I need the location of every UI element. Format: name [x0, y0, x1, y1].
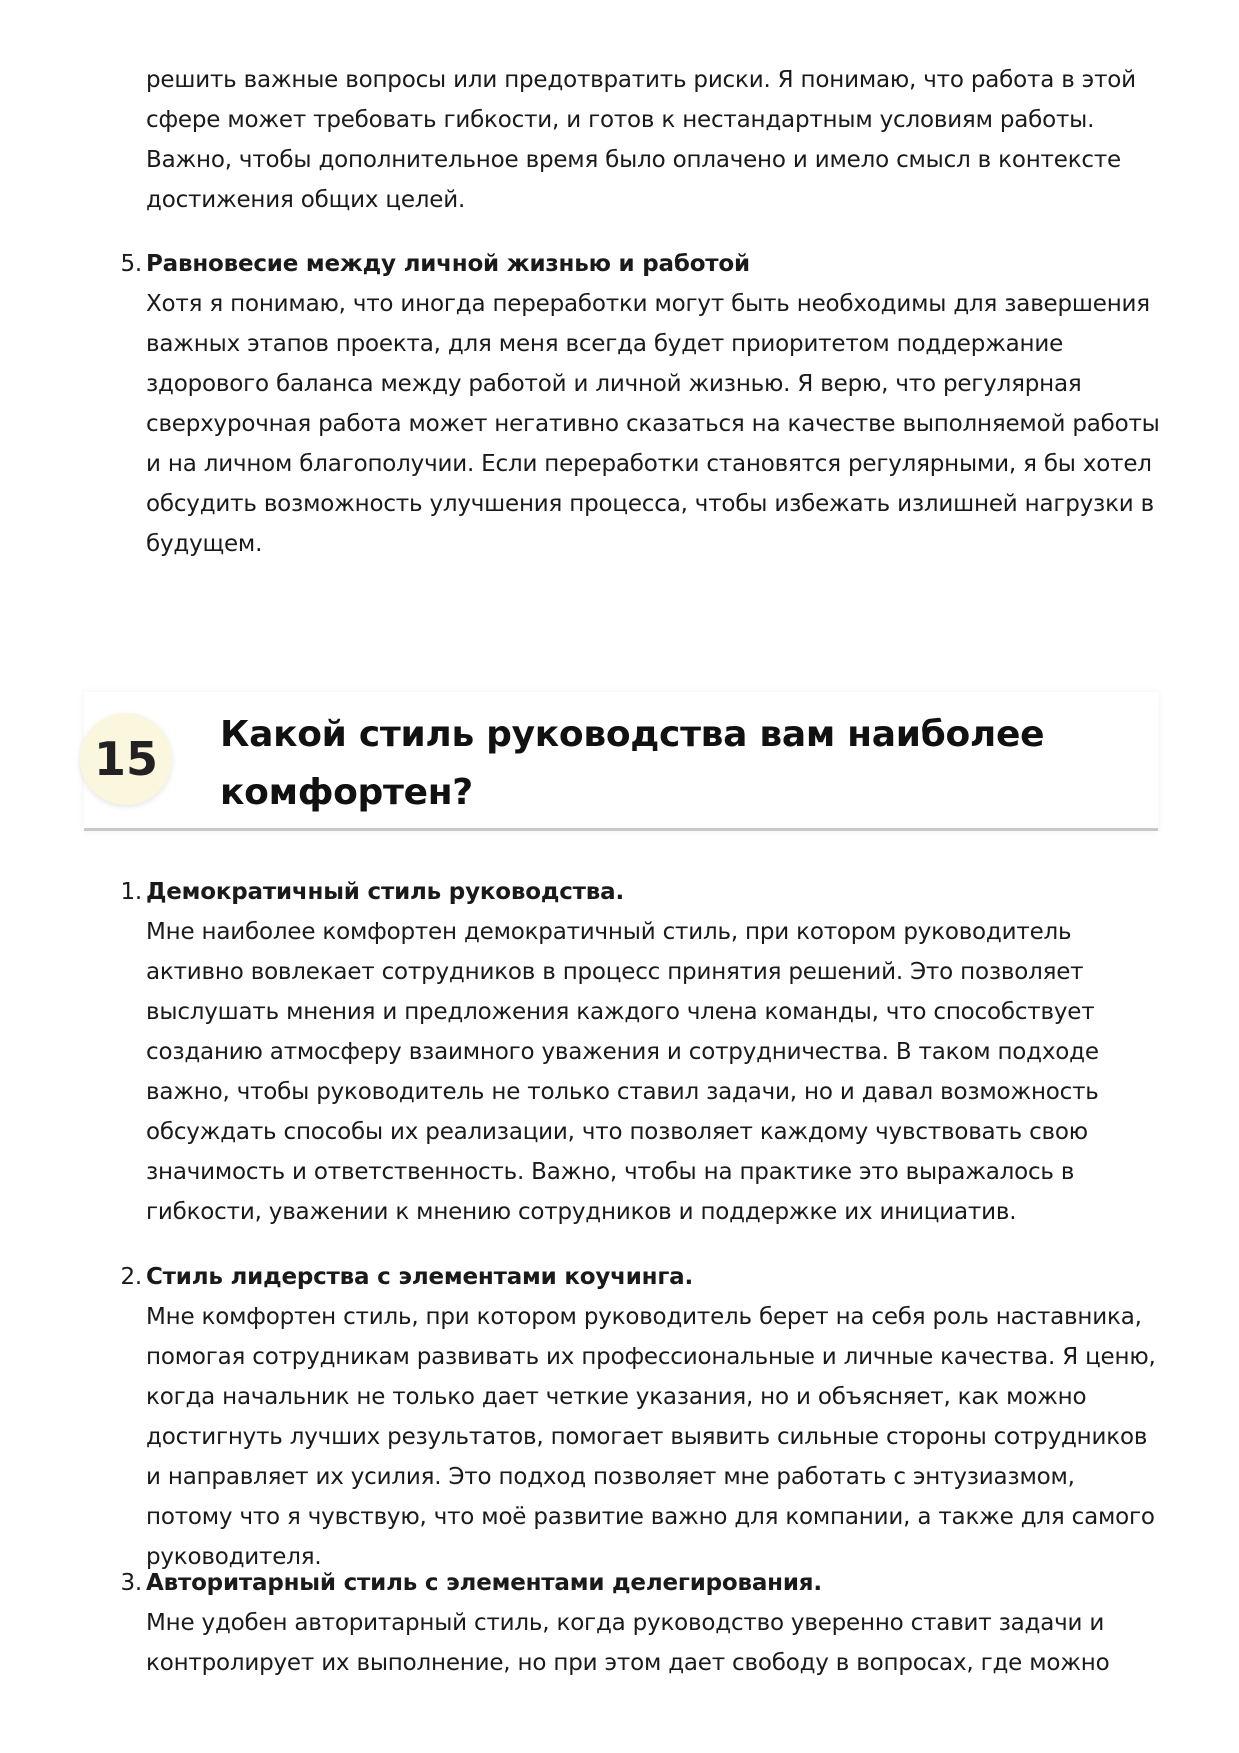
question-number-badge: 15 [80, 713, 172, 805]
list-item-work-life-balance [120, 244, 1166, 564]
list-item-text: Хотя я понимаю, что иногда переработки могут быть необходимы для завершения важных этапов проекта, для меня всегда будет приоритетом поддержание здорового баланса между работой и личной жизнью. Я верю, что регулярная сверхурочная работа может негативно сказаться на качестве выполняемой работы и на личном благополучии. Если переработки становятся регулярными, я бы хотел обсудить возможность улучшения процесса, чтобы избежать излишней нагрузки в будущем. [146, 291, 1160, 557]
list-item-number: 5. [120, 251, 142, 277]
list-item-number: 2. [120, 1264, 142, 1290]
list-item-number: 1. [120, 879, 142, 905]
list-item-title: Авторитарный стиль с элементами делегирования. [146, 1570, 822, 1596]
list-item-democratic-style [120, 872, 1166, 1232]
list-item-text: Мне наиболее комфортен демократичный стиль, при котором руководитель активно вовлекает сотрудников в процесс принятия решений. Это позволяет выслушать мнения и предложения каждого члена команды, что способствует созданию атмосферу взаимного уважения и сотрудничества. В таком подходе важно, чтобы руководитель не только ставил задачи, но и давал возможность обсуждать способы их реализации, что позволяет каждому чувствовать свою значимость и ответственность. Важно, чтобы на практике это выражалось в гибкости, уважении к мнению сотрудников и поддержке их инициатив. [146, 919, 1099, 1225]
list-item-text: Мне комфортен стиль, при котором руководитель берет на себя роль наставника, помогая сотрудникам развивать их профессиональные и личные качества. Я ценю, когда начальник не только дает четкие указания, но и объясняет, как можно достигнуть лучших результатов, помогает выявить сильные стороны сотрудников и направляет их усилия. Это подход позволяет мне работать с энтузиазмом, потому что я чувствую, что моё развитие важно для компании, а также для самого руководителя. [146, 1304, 1156, 1570]
list-item-coaching-style [120, 1257, 1166, 1577]
list-item-authoritarian-style [120, 1563, 1166, 1683]
list-item-text: Мне удобен авторитарный стиль, когда руководство уверенно ставит задачи и контролирует их выполнение, но при этом дает свободу в вопросах, где можно [146, 1610, 1110, 1676]
list-item-title: Демократичный стиль руководства. [146, 879, 624, 905]
list-item-title: Равновесие между личной жизнью и работой [146, 251, 750, 277]
list-item-title: Стиль лидерства с элементами коучинга. [146, 1264, 694, 1290]
list-item-number: 3. [120, 1570, 142, 1596]
question-title: Какой стиль руководства вам наиболее комфортен? [220, 714, 1045, 813]
paragraph-continuation: решить важные вопросы или предотвратить риски. Я понимаю, что работа в этой сфере может требовать гибкости, и готов к нестандартным условиям работы. Важно, чтобы дополнительное время было оплачено и имело смысл в контексте достижения общих целей. [146, 67, 1136, 213]
